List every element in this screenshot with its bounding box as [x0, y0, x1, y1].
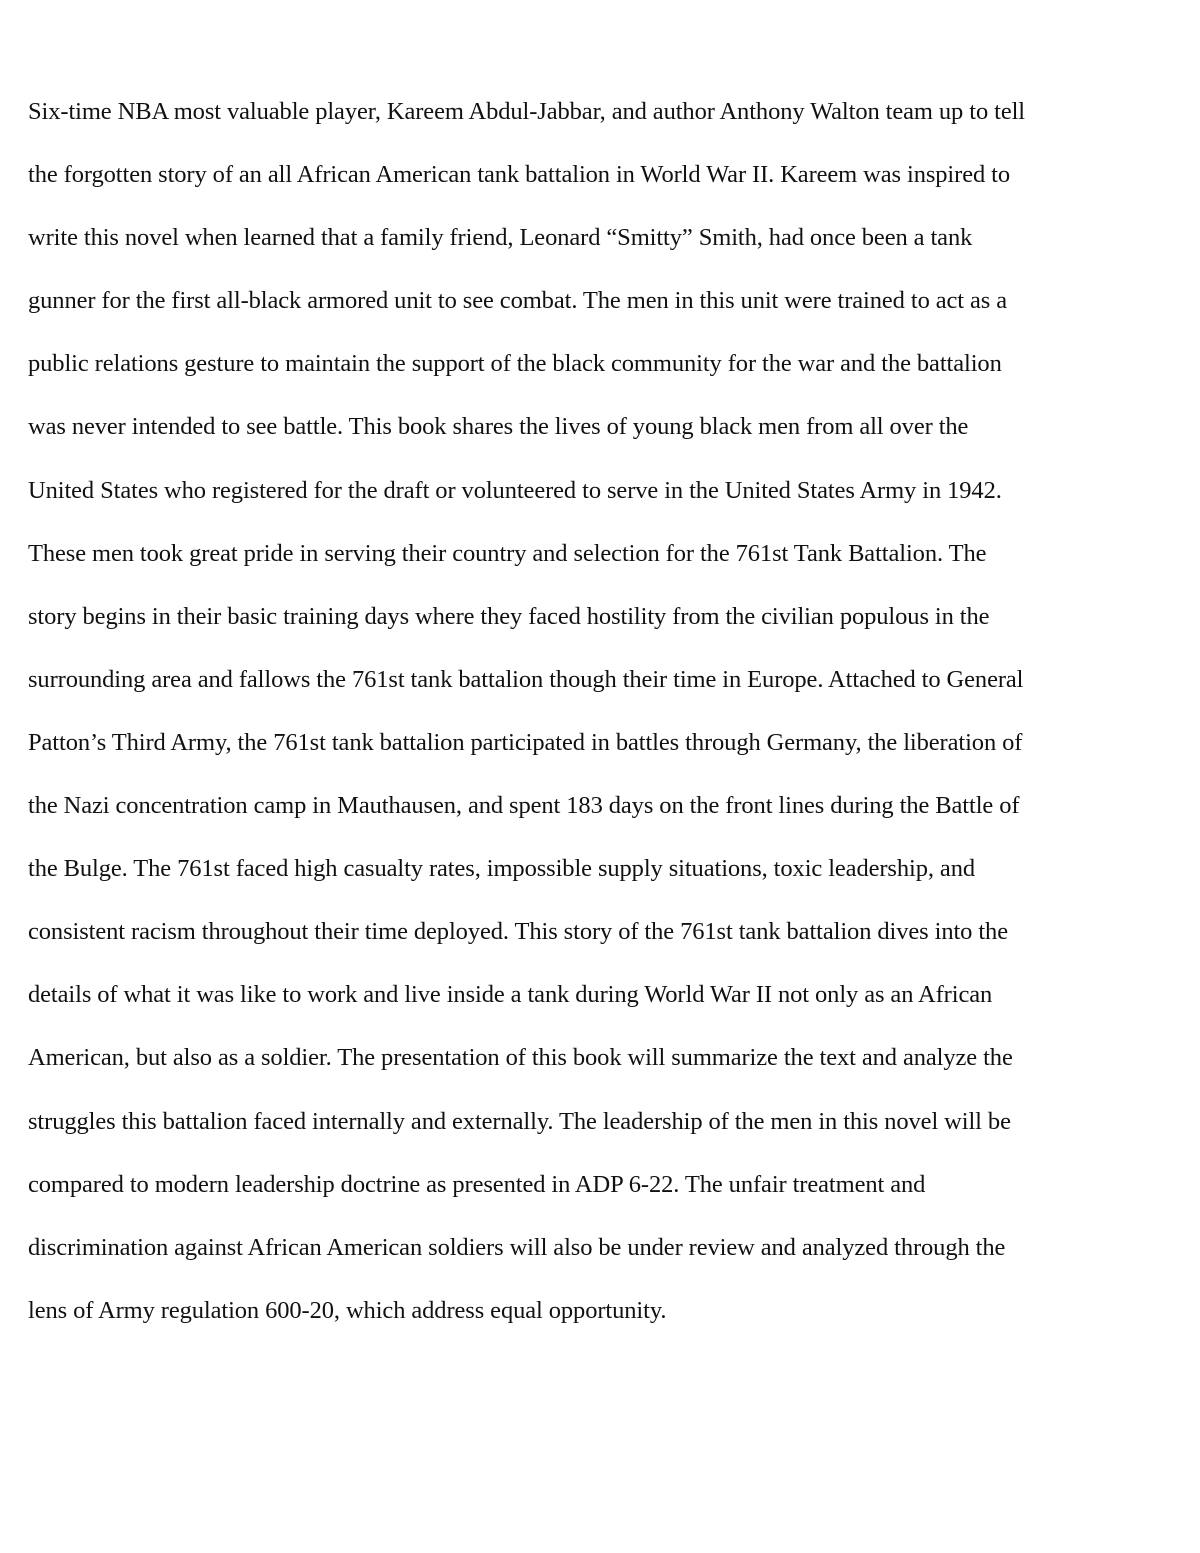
text-line: surrounding area and fallows the 761st tank battalion though their time in Europe. Attached to General — [28, 665, 1024, 693]
text-line: write this novel when learned that a family friend, Leonard “Smitty” Smith, had once been a tank — [28, 224, 973, 252]
text-line: American, but also as a soldier. The presentation of this book will summarize the text and analyze the — [28, 1044, 1013, 1072]
text-line: gunner for the first all-black armored unit to see combat. The men in this unit were trained to act as a — [28, 287, 1008, 315]
text-line: These men took great pride in serving their country and selection for the 761st Tank Battalion. The — [28, 539, 987, 567]
text-line: public relations gesture to maintain the support of the black community for the war and the battalion — [28, 350, 1002, 378]
text-line: discrimination against African American soldiers will also be under review and analyzed through the — [28, 1233, 1006, 1261]
text-line: the Bulge. The 761st faced high casualty rates, impossible supply situations, toxic leadership, and — [28, 855, 976, 883]
text-line: consistent racism throughout their time deployed. This story of the 761st tank battalion dives into the — [28, 918, 1008, 946]
text-line: Six-time NBA most valuable player, Kareem Abdul-Jabbar, and author Anthony Walton team up to tell — [28, 98, 1026, 125]
text-line: the forgotten story of an all African American tank battalion in World War II. Kareem was inspired to — [28, 161, 1011, 189]
text-line: was never intended to see battle. This book shares the lives of young black men from all over the — [28, 413, 969, 441]
text-line: lens of Army regulation 600-20, which address equal opportunity. — [28, 1296, 667, 1324]
text-line: United States who registered for the draft or volunteered to serve in the United States Army in 1942. — [28, 476, 1002, 504]
text-line: details of what it was like to work and live inside a tank during World War II not only as an African — [28, 981, 993, 1009]
text-line: Patton’s Third Army, the 761st tank battalion participated in battles through Germany, the liberation of — [28, 728, 1023, 756]
text-line: the Nazi concentration camp in Mauthausen, and spent 183 days on the front lines during the Battle of — [28, 792, 1020, 820]
body-paragraph — [28, 92, 1178, 1354]
text-line: compared to modern leadership doctrine as presented in ADP 6-22. The unfair treatment and — [28, 1170, 926, 1198]
text-line: struggles this battalion faced internally and externally. The leadership of the men in this novel will be — [28, 1107, 1011, 1135]
text-line: story begins in their basic training days where they faced hostility from the civilian populous in the — [28, 602, 990, 630]
